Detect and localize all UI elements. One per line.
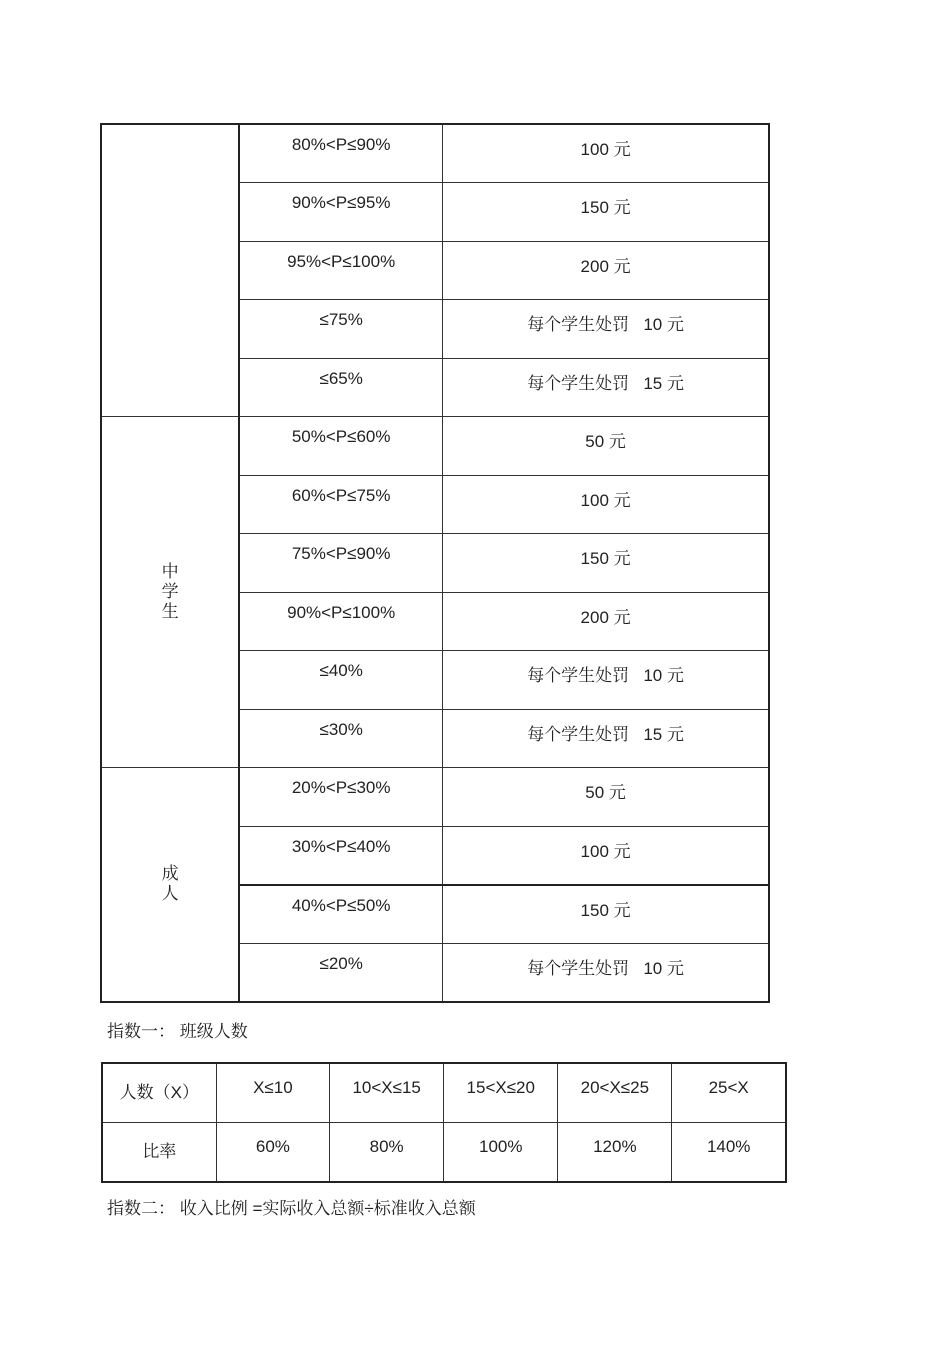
- index-two-note: 指数二： 收入比例 =实际收入总额÷标准收入总额: [107, 1199, 476, 1218]
- rate-range-label: 90%<P≤100%: [287, 602, 396, 622]
- category-label: 成人: [161, 864, 179, 904]
- rate-range-cell: [239, 534, 443, 593]
- reward-table: [100, 123, 770, 1003]
- table-cell: 15<X≤20: [444, 1063, 558, 1123]
- reward-label: 100 元: [580, 841, 631, 861]
- rate-range-cell: [239, 358, 443, 417]
- reward-label: 200 元: [580, 256, 631, 276]
- class-size-header-row: [102, 1063, 786, 1123]
- category-cell: [101, 417, 239, 768]
- table-cell: 25<X: [672, 1063, 786, 1123]
- reward-cell: [443, 300, 769, 359]
- rate-range-label: 40%<P≤50%: [291, 895, 391, 915]
- index-one-note: 指数一： 班级人数: [107, 1022, 248, 1041]
- rate-range-label: 60%<P≤75%: [291, 485, 391, 505]
- class-size-table: [101, 1062, 787, 1183]
- reward-label: 每个学生处罚 10 元: [527, 958, 684, 978]
- reward-cell: [443, 592, 769, 651]
- table-cell: 60%: [216, 1123, 330, 1183]
- rate-range-cell: [239, 124, 443, 183]
- rate-range-label: 95%<P≤100%: [287, 251, 396, 271]
- reward-cell: [443, 768, 769, 827]
- reward-cell: [443, 417, 769, 476]
- reward-label: 每个学生处罚 15 元: [527, 724, 684, 744]
- reward-label: 150 元: [580, 900, 631, 920]
- reward-cell: [443, 709, 769, 768]
- reward-cell: [443, 943, 769, 1002]
- reward-label: 50 元: [585, 432, 626, 451]
- rate-range-cell: [239, 885, 443, 944]
- table-cell: 10<X≤15: [330, 1063, 444, 1123]
- rate-range-label: 20%<P≤30%: [291, 778, 391, 797]
- rate-range-cell: [239, 300, 443, 359]
- reward-label: 每个学生处罚 10 元: [527, 315, 684, 334]
- rate-range-cell: [239, 475, 443, 534]
- rate-range-cell: [239, 592, 443, 651]
- reward-cell: [443, 826, 769, 885]
- rate-range-label: ≤20%: [319, 953, 363, 973]
- rate-range-cell: [239, 417, 443, 476]
- reward-cell: [443, 475, 769, 534]
- rate-range-cell: [239, 183, 443, 242]
- rate-range-cell: [239, 826, 443, 885]
- class-size-rate-row: [102, 1123, 786, 1183]
- reward-cell: [443, 183, 769, 242]
- rate-range-cell: [239, 943, 443, 1002]
- reward-label: 150 元: [580, 549, 631, 568]
- reward-cell: [443, 885, 769, 944]
- table-cell: 100%: [444, 1123, 558, 1183]
- reward-cell: [443, 124, 769, 183]
- reward-cell: [443, 358, 769, 417]
- rate-range-label: ≤30%: [319, 719, 363, 739]
- category-cell: [101, 768, 239, 1002]
- rate-range-label: 90%<P≤95%: [291, 193, 391, 212]
- table-cell: 20<X≤25: [558, 1063, 672, 1123]
- reward-label: 每个学生处罚 15 元: [527, 373, 684, 393]
- table-cell: 人数（X）: [102, 1063, 216, 1123]
- reward-label: 100 元: [580, 140, 631, 159]
- rate-range-label: 50%<P≤60%: [291, 427, 391, 446]
- category-cell: [101, 124, 239, 417]
- reward-cell: [443, 241, 769, 300]
- table-cell: 比率: [102, 1123, 216, 1183]
- table-row: [101, 417, 769, 476]
- reward-label: 150 元: [580, 198, 631, 217]
- reward-label: 每个学生处罚 10 元: [527, 666, 684, 685]
- rate-range-cell: [239, 651, 443, 710]
- rate-range-label: ≤65%: [319, 368, 363, 388]
- table-cell: 80%: [330, 1123, 444, 1183]
- rate-range-cell: [239, 768, 443, 827]
- reward-label: 200 元: [580, 607, 631, 627]
- category-label: 中学生: [161, 562, 179, 621]
- table-cell: 120%: [558, 1123, 672, 1183]
- rate-range-label: 80%<P≤90%: [291, 135, 391, 154]
- table-row: [101, 768, 769, 827]
- rate-range-label: 30%<P≤40%: [291, 836, 391, 856]
- reward-cell: [443, 534, 769, 593]
- rate-range-cell: [239, 241, 443, 300]
- reward-cell: [443, 651, 769, 710]
- rate-range-cell: [239, 709, 443, 768]
- table-cell: X≤10: [216, 1063, 330, 1123]
- table-cell: 140%: [672, 1123, 786, 1183]
- rate-range-label: 75%<P≤90%: [291, 544, 391, 563]
- rate-range-label: ≤75%: [319, 310, 363, 329]
- reward-label: 100 元: [580, 490, 631, 510]
- table-row: [101, 124, 769, 183]
- reward-label: 50 元: [585, 783, 626, 802]
- rate-range-label: ≤40%: [319, 661, 363, 680]
